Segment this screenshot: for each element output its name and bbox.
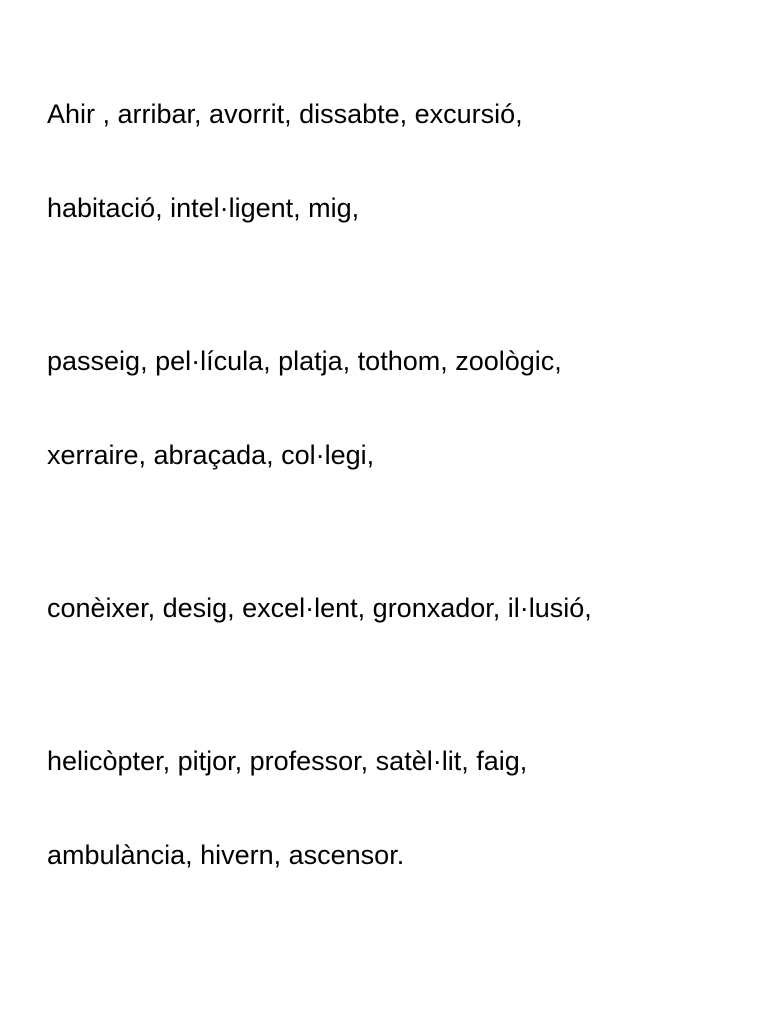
text-line: conèixer, desig, excel·lent, gronxador, il·lusió, (47, 593, 592, 623)
text-line: Ahir , arribar, avorrit, dissabte, excursió, (47, 99, 523, 129)
word-list (47, 44, 747, 938)
paragraph-1 (47, 44, 747, 279)
text-line: habitació, intel·ligent, mig, (47, 193, 360, 223)
paragraph-3 (47, 538, 747, 679)
paragraph-2 (47, 291, 747, 526)
text-line: ambulància, hivern, ascensor. (47, 840, 405, 870)
text-line: xerraire, abraçada, col·legi, (47, 440, 375, 470)
paragraph-4 (47, 691, 747, 926)
text-line: helicòpter, pitjor, professor, satèl·lit, faig, (47, 746, 528, 776)
text-line: passeig, pel·lícula, platja, tothom, zoològic, (47, 346, 562, 376)
